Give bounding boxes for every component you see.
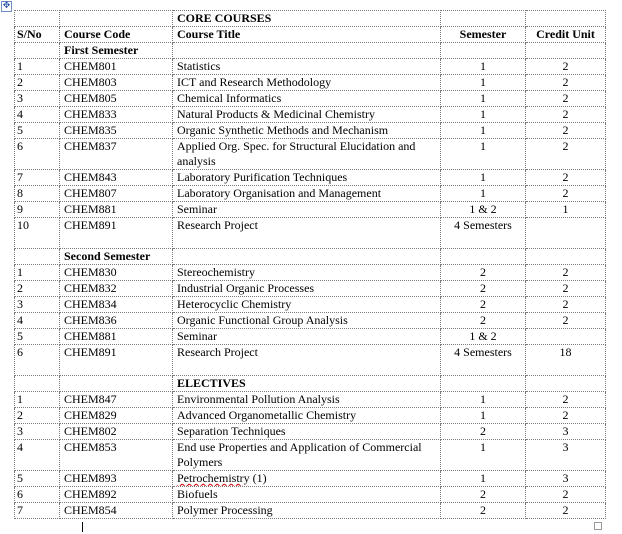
row-course-title: Chemical Informatics: [173, 91, 441, 107]
course-code-header: Course Code: [60, 27, 173, 43]
row-semester: 2: [441, 424, 526, 440]
row-sno: 1: [15, 392, 60, 408]
row-course-code: CHEM854: [60, 503, 173, 519]
row-semester: 2: [441, 487, 526, 503]
second-semester-rows: [15, 265, 606, 376]
row-semester: 1: [441, 59, 526, 75]
row-semester: 1: [441, 408, 526, 424]
table-move-handle-icon[interactable]: ✥: [2, 1, 11, 11]
row-course-title: Research Project: [173, 218, 441, 249]
row-course-title: Applied Org. Spec. for Structural Elucidation and analysis: [173, 139, 441, 170]
row-credit-unit: 2: [526, 91, 606, 107]
row-course-code: CHEM843: [60, 170, 173, 186]
row-course-title: Stereochemistry: [173, 265, 441, 281]
row-sno: 6: [15, 487, 60, 503]
electives-heading: ELECTIVES: [173, 376, 441, 392]
table-row: [15, 281, 606, 297]
core-courses-heading: CORE COURSES: [173, 11, 441, 27]
row-course-title: End use Properties and Application of Commercial Polymers: [173, 440, 441, 471]
table-row: [15, 487, 606, 503]
row-course-code: CHEM881: [60, 329, 173, 345]
row-sno: 8: [15, 186, 60, 202]
text-cursor: [82, 522, 83, 532]
row-course-code: CHEM801: [60, 59, 173, 75]
row-course-code: CHEM834: [60, 297, 173, 313]
section-row: [15, 376, 606, 392]
row-course-code: CHEM803: [60, 75, 173, 91]
row-course-title: Separation Techniques: [173, 424, 441, 440]
row-credit-unit: 3: [526, 440, 606, 471]
row-credit-unit: 2: [526, 186, 606, 202]
table-row: [15, 265, 606, 281]
row-credit-unit: [526, 329, 606, 345]
row-semester: 2: [441, 297, 526, 313]
row-course-code: CHEM832: [60, 281, 173, 297]
table-row: [15, 471, 606, 487]
row-course-code: CHEM892: [60, 487, 173, 503]
table-row: [15, 186, 606, 202]
row-sno: 5: [15, 329, 60, 345]
table-row: [15, 59, 606, 75]
row-course-code: CHEM853: [60, 440, 173, 471]
row-semester: 1: [441, 440, 526, 471]
row-semester: 2: [441, 281, 526, 297]
row-course-title: Organic Functional Group Analysis: [173, 313, 441, 329]
row-course-title: Environmental Pollution Analysis: [173, 392, 441, 408]
row-semester: 1: [441, 75, 526, 91]
row-semester: 1: [441, 471, 526, 487]
credit-unit-header: Credit Unit: [526, 27, 606, 43]
row-course-title: Petrochemistry (1): [173, 471, 441, 487]
row-credit-unit: 2: [526, 170, 606, 186]
row-credit-unit: 18: [526, 345, 606, 376]
row-sno: 3: [15, 91, 60, 107]
row-course-title: Laboratory Purification Techniques: [173, 170, 441, 186]
row-course-code: CHEM881: [60, 202, 173, 218]
row-semester: 4 Semesters: [441, 218, 526, 249]
row-course-title: Natural Products & Medicinal Chemistry: [173, 107, 441, 123]
row-credit-unit: 2: [526, 75, 606, 91]
row-course-code: CHEM807: [60, 186, 173, 202]
row-course-title: Heterocyclic Chemistry: [173, 297, 441, 313]
row-credit-unit: 2: [526, 107, 606, 123]
row-credit-unit: [526, 218, 606, 249]
table-row: [15, 218, 606, 249]
row-course-code: CHEM802: [60, 424, 173, 440]
row-course-title: Seminar: [173, 329, 441, 345]
course-title-header: Course Title: [173, 27, 441, 43]
row-credit-unit: 2: [526, 313, 606, 329]
row-credit-unit: 2: [526, 59, 606, 75]
row-semester: 1 & 2: [441, 329, 526, 345]
row-course-code: CHEM891: [60, 345, 173, 376]
row-sno: 6: [15, 345, 60, 376]
row-course-code: CHEM829: [60, 408, 173, 424]
table-row: [15, 440, 606, 471]
row-sno: 2: [15, 75, 60, 91]
row-course-code: CHEM805: [60, 91, 173, 107]
row-semester: 2: [441, 503, 526, 519]
row-credit-unit: 2: [526, 281, 606, 297]
table-row: [15, 424, 606, 440]
row-sno: 9: [15, 202, 60, 218]
row-course-code: CHEM835: [60, 123, 173, 139]
table-row: [15, 313, 606, 329]
row-sno: 4: [15, 107, 60, 123]
row-course-title: Biofuels: [173, 487, 441, 503]
table-row: [15, 408, 606, 424]
row-semester: 1: [441, 107, 526, 123]
row-semester: 1: [441, 186, 526, 202]
row-sno: 5: [15, 471, 60, 487]
table-row: [15, 329, 606, 345]
row-sno: 5: [15, 123, 60, 139]
row-sno: 1: [15, 59, 60, 75]
row-course-title: Statistics: [173, 59, 441, 75]
row-sno: 2: [15, 281, 60, 297]
row-course-code: CHEM891: [60, 218, 173, 249]
table-row: [15, 139, 606, 170]
row-credit-unit: 2: [526, 487, 606, 503]
row-course-code: CHEM847: [60, 392, 173, 408]
table-resize-handle[interactable]: [594, 522, 602, 530]
row-course-code: CHEM830: [60, 265, 173, 281]
table-row: [15, 392, 606, 408]
row-credit-unit: 2: [526, 265, 606, 281]
table-row: [15, 91, 606, 107]
row-course-title: Laboratory Organisation and Management: [173, 186, 441, 202]
row-credit-unit: 2: [526, 297, 606, 313]
row-course-code: CHEM893: [60, 471, 173, 487]
header-row: [15, 27, 606, 43]
row-course-title: ICT and Research Methodology: [173, 75, 441, 91]
table-row: [15, 123, 606, 139]
table-row: [15, 107, 606, 123]
row-credit-unit: 2: [526, 503, 606, 519]
semester-header: Semester: [441, 27, 526, 43]
row-semester: 2: [441, 265, 526, 281]
row-sno: 7: [15, 170, 60, 186]
row-sno: 2: [15, 408, 60, 424]
row-sno: 6: [15, 139, 60, 170]
row-credit-unit: 1: [526, 202, 606, 218]
row-semester: 1: [441, 91, 526, 107]
row-credit-unit: 2: [526, 408, 606, 424]
row-course-code: CHEM833: [60, 107, 173, 123]
row-semester: 1: [441, 139, 526, 170]
row-sno: 3: [15, 297, 60, 313]
row-sno: 7: [15, 503, 60, 519]
table-row: [15, 11, 606, 27]
table-row: [15, 297, 606, 313]
row-semester: 1 & 2: [441, 202, 526, 218]
row-credit-unit: 2: [526, 392, 606, 408]
first-semester-label: First Semester: [60, 43, 173, 59]
row-sno: 4: [15, 440, 60, 471]
row-credit-unit: 2: [526, 139, 606, 170]
row-semester: 1: [441, 392, 526, 408]
section-row: [15, 249, 606, 265]
row-sno: 4: [15, 313, 60, 329]
table-row: [15, 202, 606, 218]
row-course-code: CHEM837: [60, 139, 173, 170]
electives-rows: [15, 392, 606, 519]
row-course-title: Advanced Organometallic Chemistry: [173, 408, 441, 424]
row-semester: 1: [441, 170, 526, 186]
row-credit-unit: 3: [526, 471, 606, 487]
row-course-code: CHEM836: [60, 313, 173, 329]
core-courses-table: [14, 10, 606, 519]
row-credit-unit: 3: [526, 424, 606, 440]
row-sno: 1: [15, 265, 60, 281]
sno-header: S/No: [15, 27, 60, 43]
row-course-title: Organic Synthetic Methods and Mechanism: [173, 123, 441, 139]
table-row: [15, 345, 606, 376]
section-row: [15, 43, 606, 59]
row-course-title: Research Project: [173, 345, 441, 376]
table-row: [15, 170, 606, 186]
row-sno: 3: [15, 424, 60, 440]
row-semester: 1: [441, 123, 526, 139]
row-course-title: Industrial Organic Processes: [173, 281, 441, 297]
row-course-title: Polymer Processing: [173, 503, 441, 519]
table-row: [15, 503, 606, 519]
first-semester-rows: [15, 59, 606, 249]
row-course-title: Seminar: [173, 202, 441, 218]
row-semester: 2: [441, 313, 526, 329]
row-semester: 4 Semesters: [441, 345, 526, 376]
second-semester-label: Second Semester: [60, 249, 173, 265]
row-credit-unit: 2: [526, 123, 606, 139]
row-sno: 10: [15, 218, 60, 249]
table-row: [15, 75, 606, 91]
